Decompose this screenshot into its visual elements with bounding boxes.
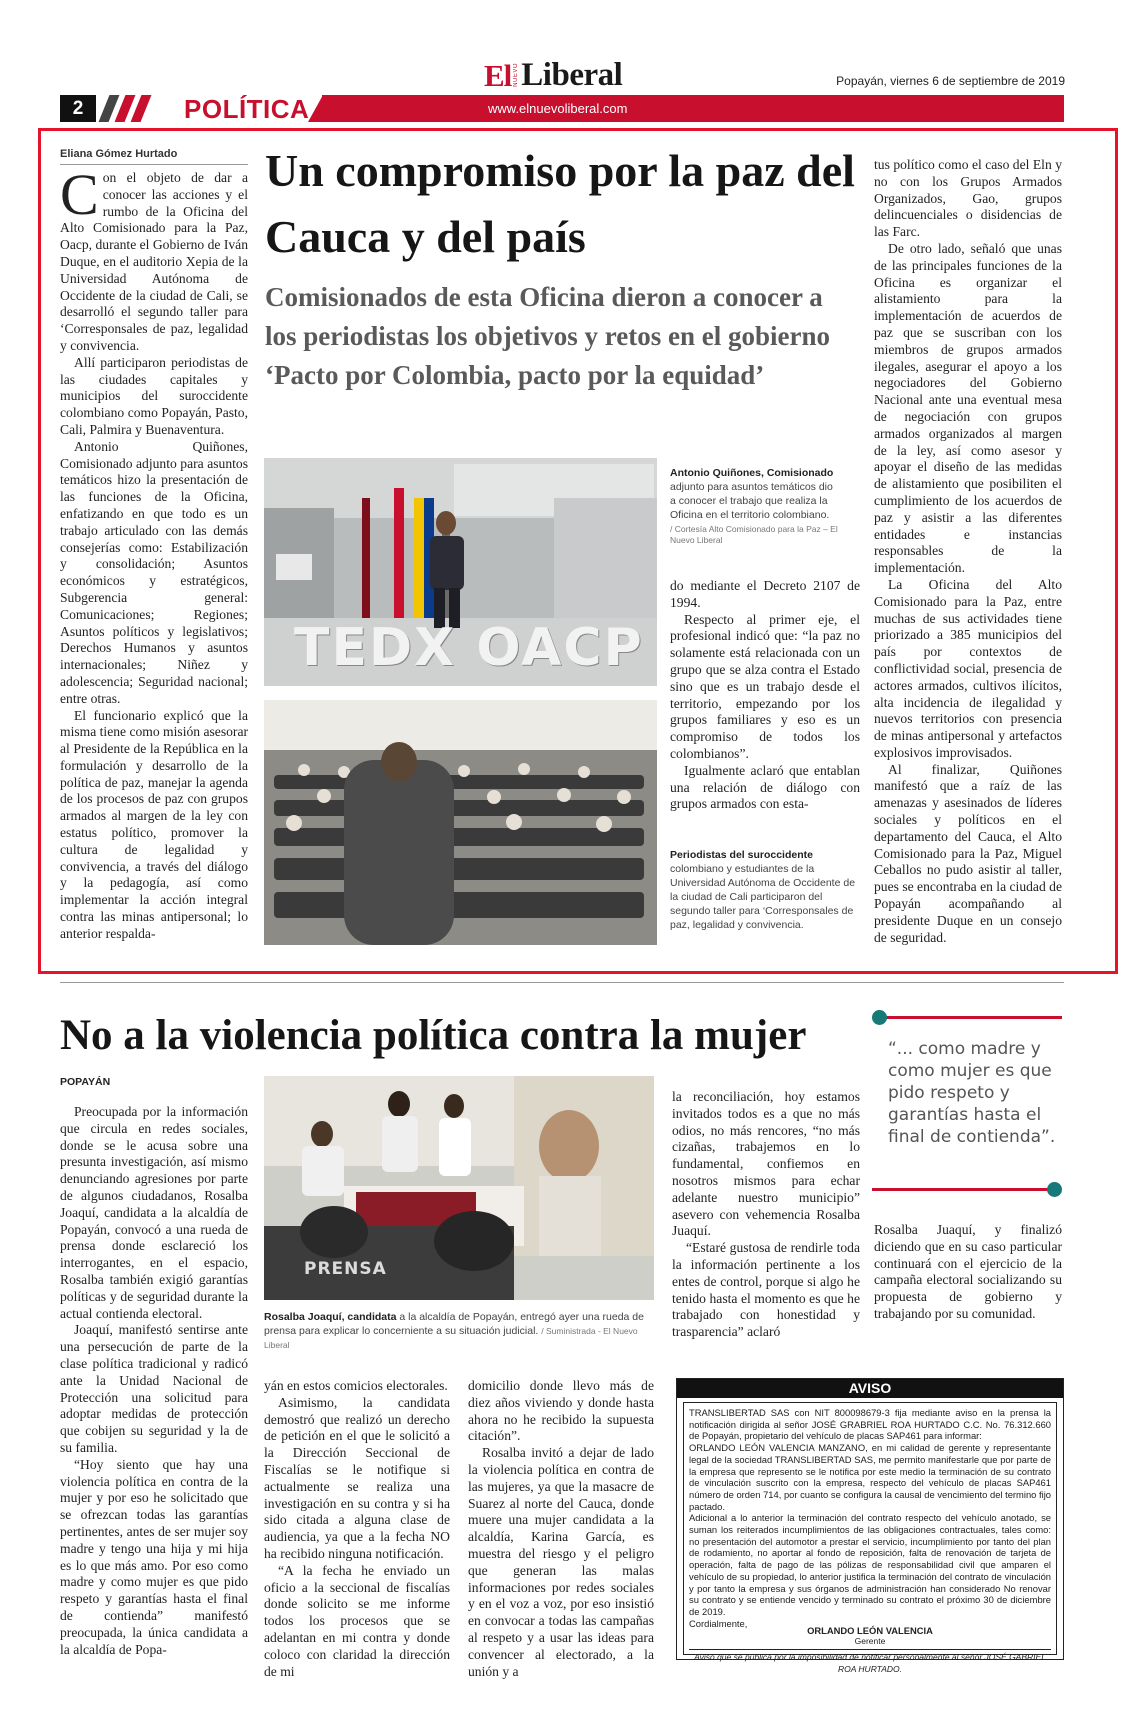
article-column-4 xyxy=(874,157,1062,946)
notice-body xyxy=(683,1402,1057,1674)
paragraph: domicilio donde llevo más de diez años viviendo y donde hasta ahora no he recibido la supuesta citación”. xyxy=(468,1378,654,1444)
pull-quote-text: “... como madre y como mujer es que pido respeto y garantías hasta el final de contienda”. xyxy=(888,1039,1056,1147)
paragraph: El funcionario explicó que la misma tiene como misión asesorar al Presidente de la República en la formulación y desarrollo de la política de paz, manejar la agenda de los procesos de paz con grupos armados al margen de la ley con estatus político, promover la cultura de legalidad y convivencia, a través del diálogo y la pedagogía, así como implementar la acción integral contra las minas antipersonal; lo anterior respalda- xyxy=(60,707,249,941)
paragraph: tus político como el caso del Eln y no con los Grupos Armados Organizados, Gao, grupos delincuenciales o disidencias de las Farc. xyxy=(874,157,1062,240)
quote-rule xyxy=(872,1188,1048,1191)
notice-paragraph: Adicional a lo anterior la terminación del contrato respecto del vehículo anotado, se suman los reiterados incumplimientos de las obligaciones contractuales, tales como: no presentación del automotor a prestar el servicio, incumplimiento por tanto del plan de rodamiento, no aportar al fondo de reposición, falta de renovación de tarjeta de operación, falta de pago de las pólizas de responsabilidad civil que amparen el vehículo de su propiedad, lo anterior justifica la terminación del contrato de vinculación y por tanto la empresa y sus órganos de administración han considerado No renovar su contrato y se entiende vencido y terminado su contrato el próximo 30 de diciembre de 2019. xyxy=(689,1512,1051,1617)
section-bar xyxy=(60,95,1064,122)
photo-credit: / Suministrada - El Nuevo Liberal xyxy=(264,1326,638,1350)
article-column-5 xyxy=(874,1222,1062,1323)
paragraph: Asimismo, la candidata demostró que realizó un derecho de petición en el que le solicitó a la Dirección Seccional de Fiscalías se le notifique si actualmente se realiza una investigación en su contra y si ha sido citada a alguna clase de audiencia, ya que a la fecha NO ha recibido ninguna notificación. xyxy=(264,1394,450,1561)
paragraph: yán en estos comicios electorales. xyxy=(264,1378,448,1393)
photo-caption xyxy=(264,1310,654,1352)
auditorium-photo xyxy=(264,700,657,945)
paragraph: Preocupada por la información que circula en redes sociales, donde se le acusa sobre una presunta investigación, así mismo denunciando agresiones por parte de algunos ciudadanos, Rosalba Joaquí, candidata a la alcaldía de Popayán, convocó a una rueda de prensa donde esclareció los interrogantes, en el espacio, Rosalba también exigió garantías políticas y de seguridad durante la actual contienda electoral. xyxy=(60,1104,248,1321)
section-divider xyxy=(60,982,1064,983)
stage-sign: TEDX OACP xyxy=(294,618,644,678)
paragraph: la reconciliación, hoy estamos invitados todos es a que no más odios, no más rencores, “no más cizañas, trabajemos en lo fundamental, confiemos en nosotros mismos para echar adelante nuestro municipio” asevero con vehemencia Rosalba Juaquí. xyxy=(672,1089,860,1239)
article-column-3 xyxy=(468,1378,654,1680)
paragraph: Antonio Quiñones, Comisionado adjunto para asuntos temáticos hizo la presentación de las funciones de la Oficina, enfatizando en que todo es un trabajo articulado con las demás consejerías como: Estabilización y consolidación; Asuntos económicos y estratégicos, Subgerencia general: Comunicaciones; Regiones; Asuntos políticos y legislativos; Derechos Humanos y asuntos internacionales; Niñez y adolescencia; Seguridad nacional; entre otras. xyxy=(60,438,248,706)
logo-nuevo: NUEVO xyxy=(513,63,520,87)
paragraph: De otro lado, señaló que unas de las principales funciones de la Oficina es organizar el alistamiento para la implementación de acuerdos de paz que se suscriban con los miembros de grupos armados ilegales, asegurar el apoyo a los negociadores del Gobierno Nacional ante una eventual mesa de negociación con grupos armados organizados al margen de la ley, así como asesor y apoyar el diseño de las medidas de alistamiento que posibiliten el cumplimiento de los acuerdos de paz y asistir a las diferentes entidades e instancias responsables de la implementación. xyxy=(874,240,1062,576)
quote-dot xyxy=(1047,1182,1062,1197)
photo-caption xyxy=(670,466,840,546)
paragraph: Allí participaron periodistas de las ciudades capitales y municipios del suroccidente colombiano como Popayán, Pasto, Cali, Palmira y Buenaventura. xyxy=(60,354,248,437)
newspaper-logo[interactable] xyxy=(484,58,622,92)
website-link[interactable]: www.elnuevoliberal.com xyxy=(488,101,628,116)
paragraph: “A la fecha he enviado un oficio a la seccional de fiscalías donde solicito se me informe todos los procesos que se adelantan en mi contra y donde coloco con claridad la dirección de mi xyxy=(264,1562,450,1679)
press-conference-photo xyxy=(264,1076,654,1300)
notice-signature: ORLANDO LEÓN VALENCIA xyxy=(807,1625,933,1637)
notice-title: AVISO xyxy=(677,1379,1063,1398)
article-column-1 xyxy=(60,162,249,943)
paragraph: Rosalba invitó a dejar de lado la violencia política en contra de las mujeres, ya que la masacre de Suarez al norte del Cauca, donde muere una mujer candidata a la alcaldía, Karina García, es muestra del riesgo y el peligro que generan las malas informaciones por redes sociales y en el voz a voz, por eso insistió en convocar a todas las campañas al respeto y a usar las ideas para convencer al electorado, a la unión y a xyxy=(468,1445,654,1679)
issue-date: Popayán, viernes 6 de septiembre de 2019 xyxy=(836,74,1065,88)
speaker-photo xyxy=(264,458,657,686)
caption-bold: Antonio Quiñones, Comisionado xyxy=(670,467,834,479)
article-column-4 xyxy=(672,1089,860,1341)
page-number: 2 xyxy=(60,95,96,122)
notice-paragraph: ORLANDO LEÓN VALENCIA MANZANO, en mi calidad de gerente y representante legal de la sociedad TRANSLIBERTAD SAS, me permito manifestarle que por parte de la empresa que represento se le notifica por este medio la terminación de su contrato de vinculación suscrito con la empresa, respecto del vehículo de placas SAP461 número de orden 714, por cuanto se configura la causal de vencimiento del termino fijo pactado. xyxy=(689,1442,1051,1512)
article-subhead: Comisionados de esta Oficina dieron a conocer a los periodistas los objetivos y retos en el gobierno ‘Pacto por Colombia, pacto por la equidad’ xyxy=(265,282,830,390)
paragraph: Igualmente aclaró que entablan una relación de diálogo con grupos armados con esta- xyxy=(670,762,860,812)
notice-closing: Cordialmente, xyxy=(689,1617,748,1629)
notice-footnote: Aviso que se publica por la imposibilidad de notificar personalmente al señor JOSÉ GABRIEL ROA HURTADO. xyxy=(689,1649,1051,1675)
paragraph: Joaquí, manifestó sentirse ante una persecución de parte de la clase política tradicional y radicó ante la Unidad Nacional de Protección una solicitud para adoptar medidas de protección que cobijen su seguridad y la de su familia. xyxy=(60,1322,248,1455)
paragraph: Rosalba Juaquí, y finalizó diciendo que en su caso particular continuará con el ejercicio de la campaña electoral socializando su propuesta de gobierno y trabajando por su comunidad. xyxy=(874,1222,1062,1321)
article-byline: Eliana Gómez Hurtado xyxy=(60,148,248,165)
paragraph: on el objeto de dar a conocer las acciones y el rumbo de la Oficina del Alto Comisionado para la Paz, Oacp, durante el Gobierno de Iván Duque, en el auditorio Xepia de la Universidad Autónoma de Occidente de la ciudad de Cali, se desarrolló el segundo taller para ‘Corresponsales de paz, legalidad y convivencia. xyxy=(60,170,248,353)
caption-bold: Rosalba Joaquí, candidata xyxy=(264,1311,397,1323)
article-headline: Un compromiso por la paz del Cauca y del país xyxy=(265,145,855,262)
quote-dot xyxy=(872,1010,887,1025)
paragraph: La Oficina del Alto Comisionado para la Paz, entre muchas de sus actividades tiene priorizado a 385 municipios del país por contextos de conflictividad social, presencia de actores armados, cultivos ilícitos, alta incidencia de ilegalidad y nuevos territorios con presencia de minas antipersonal y artefactos explosivos improvisados. xyxy=(874,576,1062,760)
article-headline: No a la violencia política contra la mujer xyxy=(60,1012,807,1059)
press-vest-text: PRENSA xyxy=(304,1259,387,1279)
article-column-2 xyxy=(264,1378,450,1680)
caption-text: a la alcaldía de Popayán, entregó ayer una rueda de prensa para explicar lo concerniente a su situación judicial. xyxy=(264,1311,644,1337)
notice-signature-role: Gerente xyxy=(854,1636,886,1647)
article-column-1 xyxy=(60,1104,248,1658)
pull-quote xyxy=(872,1010,1062,1190)
photo-caption xyxy=(670,848,860,932)
caption-bold: Periodistas del suroccidente xyxy=(670,849,813,861)
article-column-3 xyxy=(670,578,860,813)
paragraph: “Estaré gustosa de rendirle toda la información pertinente a los entes de control, porque si algo he tenido hasta el momento es que he trabajado con honestidad y trasparencia” aclaró xyxy=(672,1240,860,1340)
notice-paragraph: TRANSLIBERTAD SAS con NIT 800098679-3 fija mediante aviso en la prensa la notificación dirigida al señor JOSÉ GRABRIEL ROA HURTADO C.C. No. 76.312.660 de Popayán, propietario del vehículo de placas SAP461 para informar: xyxy=(689,1407,1051,1442)
paragraph: “Hoy siento que hay una violencia política en contra de la mujer y por eso he solicitado que se ofrezcan todas las garantías pertinentes, antes de ser mujer soy madre y tengo una hija y mi hija es lo que más amo. Por eso como madre y como mujer es que pido respeto y garantías hasta el final de contienda” manifestó preocupada, la única candidata a la alcaldía de Popa- xyxy=(60,1456,248,1657)
legal-notice xyxy=(676,1378,1064,1674)
caption-text: adjunto para asuntos temáticos dio a conocer el trabajo que realiza la Oficina en el territorio colombiano. xyxy=(670,481,833,521)
paragraph: do mediante el Decreto 2107 de 1994. xyxy=(670,578,860,610)
paragraph: Respecto al primer eje, el profesional indicó que: “la paz no solamente está relacionada con un grupo que se alza contra el Estado sino que es un trabajo desde el territorio, empezando por los grupos familiares y eso es un compromiso de todos los colombianos”. xyxy=(670,611,860,761)
drop-cap: C xyxy=(60,162,99,227)
section-title: POLÍTICA xyxy=(184,94,310,124)
caption-text: colombiano y estudiantes de la Universidad Autónoma de Occidente de la ciudad de Cali participaron del segundo taller para ‘Corresponsales de paz, legalidad y convivencia. xyxy=(670,863,856,931)
quote-rule xyxy=(880,1016,1062,1019)
logo-liberal: Liberal xyxy=(521,56,623,93)
location-kicker: POPAYÁN xyxy=(60,1076,111,1088)
paragraph: Al finalizar, Quiñones manifestó que a raíz de las amenazas y asesinados de líderes sociales y políticos en el departamento del Cauca, el Alto Comisionado para la Paz, Miguel Ceballos no pudo asistir al taller, pues se encontraba en la ciudad de Popayán acompañando al presidente Duque en un consejo de seguridad. xyxy=(874,761,1062,945)
logo-el: El xyxy=(484,57,512,93)
photo-credit: / Cortesía Alto Comisionado para la Paz – El Nuevo Liberal xyxy=(670,524,838,545)
